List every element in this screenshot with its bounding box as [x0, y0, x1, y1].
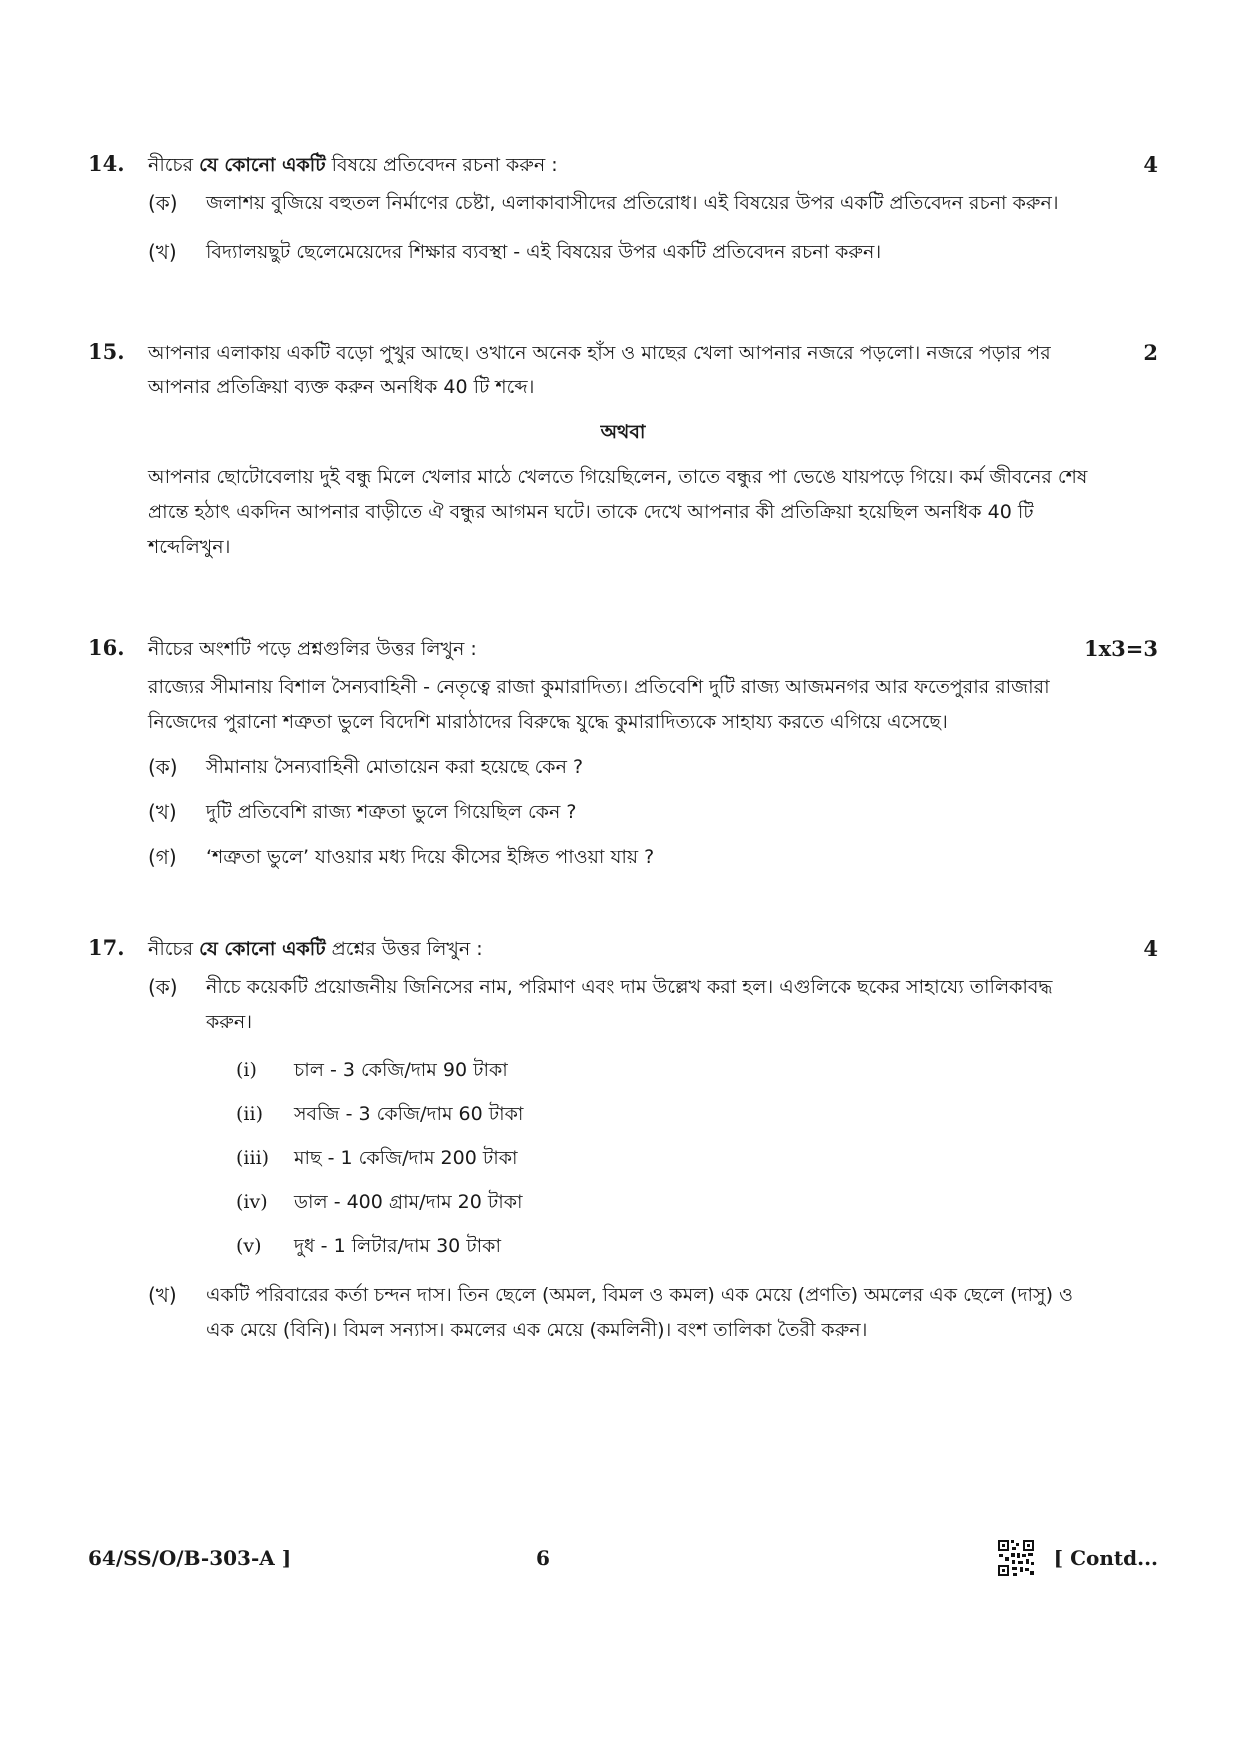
- item-list: [236, 1048, 1158, 1268]
- list-item: (iii) মাছ - 1 কেজি/দাম 200 টাকা: [236, 1147, 518, 1169]
- passage: রাজ্যের সীমানায় বিশাল সৈন্যবাহিনী - নেতৃত্বে রাজা কুমারাদিত্য। প্রতিবেশি দুটি রাজ্য আজমনগর আর ফতেপুরার রাজারা নিজেদের পুরানো শত্রুতা ভুলে বিদেশি মারাঠাদের বিরুদ্ধে যুদ্ধে কুমারাদিত্যকে সাহায্য করতে এগিয়ে এসেছে।: [148, 676, 1050, 733]
- question-number: 14.: [88, 151, 125, 176]
- page-footer: [88, 1538, 1158, 1588]
- qr-code-icon: [996, 1538, 1036, 1578]
- continued-label: [ Contd...: [1053, 1546, 1158, 1570]
- question-14: [88, 148, 1158, 270]
- option-ka: (ক) নীচে কয়েকটি প্রয়োজনীয় জিনিসের নাম, পরিমাণ এবং দাম উল্লেখ করা হল। এগুলিকে ছকের সাহায্যে তালিকাবদ্ধ করুন।: [148, 975, 1053, 1033]
- option-kha: (খ) বিদ্যালয়ছুট ছেলেমেয়েদের শিক্ষার ব্যবস্থা - এই বিষয়ের উপর একটি প্রতিবেদন রচনা করুন।: [148, 240, 882, 264]
- paper-code: 64/SS/O/B-303-A ]: [88, 1546, 292, 1570]
- option-ka: (ক) জলাশয় বুজিয়ে বহুতল নির্মাণের চেষ্টা, এলাকাবাসীদের প্রতিরোধ। এই বিষয়ের উপর একটি প্রতিবেদন রচনা করুন।: [148, 191, 1059, 215]
- sub-question-ga: (গ) ‘শত্রুতা ভুলে’ যাওয়ার মধ্য দিয়ে কীসের ইঙ্গিত পাওয়া যায় ?: [148, 845, 655, 869]
- marks: 2: [1143, 340, 1158, 365]
- question-prompt: নীচের অংশটি পড়ে প্রশ্নগুলির উত্তর লিখুন :: [148, 638, 477, 660]
- sub-question-ka: (ক) সীমানায় সৈন্যবাহিনী মোতায়েন করা হয়েছে কেন ?: [148, 755, 584, 779]
- list-item: (ii) সবজি - 3 কেজি/দাম 60 টাকা: [236, 1103, 524, 1125]
- sub-question-kha: (খ) দুটি প্রতিবেশি রাজ্য শত্রুতা ভুলে গিয়েছিল কেন ?: [148, 800, 577, 824]
- or-separator: অথবা: [600, 421, 646, 443]
- question-text: আপনার এলাকায় একটি বড়ো পুখুর আছে। ওখানে অনেক হাঁস ও মাছের খেলা আপনার নজরে পড়লো। নজরে পড়ার পর আপনার প্রতিক্রিয়া ব্যক্ত করুন অনধিক 40 টি শব্দে।: [148, 342, 1051, 398]
- question-16: [88, 632, 1158, 875]
- option-kha: (খ) একটি পরিবারের কর্তা চন্দন দাস। তিন ছেলে (অমল, বিমল ও কমল) এক মেয়ে (প্রণতি) অমলের এক ছেলে (দাসু) ও এক মেয়ে (বিনি)। বিমল সন্যাস। কমলের এক মেয়ে (কমলিনী)। বংশ তালিকা তৈরী করুন।: [148, 1283, 1074, 1341]
- question-prompt: নীচের যে কোনো একটি প্রশ্নের উত্তর লিখুন :: [148, 938, 483, 960]
- question-15: [88, 336, 1158, 565]
- list-item: (v) দুধ - 1 লিটার/দাম 30 টাকা: [236, 1235, 501, 1257]
- page-number: 6: [536, 1546, 550, 1570]
- question-17: [88, 932, 1158, 1348]
- alternative-question-text: আপনার ছোটোবেলায় দুই বন্ধু মিলে খেলার মাঠে খেলতে গিয়েছিলেন, তাতে বন্ধুর পা ভেঙে যায়পড়ে গিয়ে। কর্ম জীবনের শেষ প্রান্তে হঠাৎ একদিন আপনার বাড়ীতে ঐ বন্ধুর আগমন ঘটে। তাকে দেখে আপনার কী প্রতিক্রিয়া হয়েছিল অনধিক 40 টি শব্দেলিখুন।: [148, 466, 1088, 558]
- question-number: 17.: [88, 935, 125, 960]
- marks: 1x3=3: [1084, 636, 1158, 661]
- question-prompt: নীচের যে কোনো একটি বিষয়ে প্রতিবেদন রচনা করুন :: [148, 154, 558, 176]
- marks: 4: [1143, 936, 1158, 961]
- list-item: (i) চাল - 3 কেজি/দাম 90 টাকা: [236, 1059, 508, 1081]
- marks: 4: [1143, 152, 1158, 177]
- question-number: 16.: [88, 635, 125, 660]
- list-item: (iv) ডাল - 400 গ্রাম/দাম 20 টাকা: [236, 1191, 523, 1213]
- question-number: 15.: [88, 339, 125, 364]
